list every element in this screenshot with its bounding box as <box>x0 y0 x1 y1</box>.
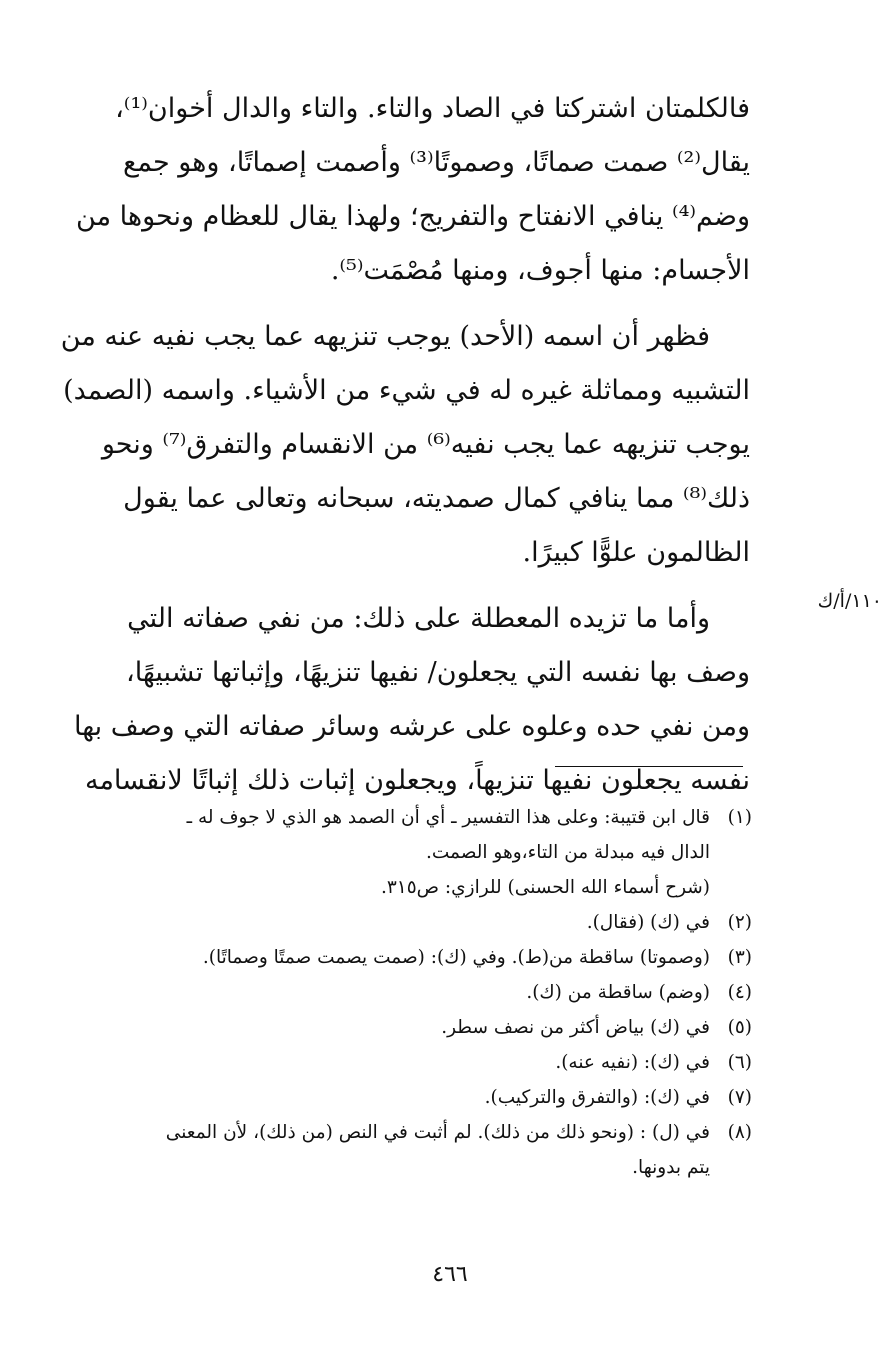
footnote-text <box>72 940 710 975</box>
text-line: الأجسام: منها أجوف، ومنها مُصْمَت⁽⁵⁾. <box>330 255 750 286</box>
text-line: وأما ما تزيده المعطلة على ذلك: من نفي صفاته التي <box>127 603 710 634</box>
footnote-text <box>72 1080 710 1115</box>
footnote-text <box>72 905 710 940</box>
footnote-line: الدال فيه مبدلة من التاء،وهو الصمت. <box>425 842 710 863</box>
footnote-4 <box>72 975 752 1010</box>
footnote-line: في (ك): (نفيه عنه). <box>555 1052 710 1073</box>
footnote-1 <box>72 800 752 905</box>
footnote-number: (٨) <box>727 1122 752 1143</box>
paragraph-1 <box>72 82 750 298</box>
footnote-line: في (ك) (فقال). <box>586 912 710 933</box>
footnote-number: (٤) <box>727 982 752 1003</box>
footnote-8 <box>72 1115 752 1185</box>
footnote-text <box>72 800 710 905</box>
main-text <box>60 82 750 820</box>
footnote-line: (وصموتا) ساقطة من(ط). وفي (ك): (صمت يصمت صمتًا وصماتًا). <box>202 947 710 968</box>
manuscript-margin-note: ١١٠/أ/ك <box>817 590 882 612</box>
footnote-line: في (ل) : (ونحو ذلك من ذلك). لم أثبت في النص (من ذلك)، لأن المعنى <box>165 1122 710 1143</box>
footnote-line: في (ك): (والتفرق والتركيب). <box>484 1087 710 1108</box>
footnotes <box>72 800 752 1185</box>
footnote-text <box>72 1045 710 1080</box>
footnote-7 <box>72 1080 752 1115</box>
footnote-6 <box>72 1045 752 1080</box>
footnote-number: (٢) <box>727 912 752 933</box>
footnote-2 <box>72 905 752 940</box>
text-line: يوجب تنزيهه عما يجب نفيه⁽⁶⁾ من الانقسام والتفرق⁽⁷⁾ ونحو <box>101 429 750 460</box>
footnote-number: (٣) <box>727 947 752 968</box>
text-line: فظهر أن اسمه (الأحد) يوجب تنزيهه عما يجب نفيه عنه من <box>60 321 710 352</box>
footnote-text <box>72 975 710 1010</box>
text-line: وضم⁽⁴⁾ ينافي الانفتاح والتفريج؛ ولهذا يقال للعظام ونحوها من <box>76 201 750 232</box>
footnote-line: في (ك) بياض أكثر من نصف سطر. <box>441 1017 710 1038</box>
footnote-text <box>72 1115 710 1185</box>
text-line: التشبيه ومماثلة غيره له في شيء من الأشياء. واسمه (الصمد) <box>63 375 750 406</box>
text-line: وصف بها نفسه التي يجعلون/ نفيها تنزيهًا، وإثباتها تشبيهًا، <box>125 657 750 688</box>
text-line: الظالمون علوًّا كبيرًا. <box>522 537 750 568</box>
text-line: ومن نفي حده وعلوه على عرشه وسائر صفاته التي وصف بها <box>74 711 750 742</box>
footnote-line: قال ابن قتيبة: وعلى هذا التفسير ـ أي أن الصمد هو الذي لا جوف له ـ <box>186 807 710 828</box>
footnote-text <box>72 1010 710 1045</box>
paragraph-3 <box>72 592 750 808</box>
footnote-number: (٦) <box>727 1052 752 1073</box>
text-line: فالكلمتان اشتركتا في الصاد والتاء. والتاء والدال أخوان⁽¹⁾، <box>115 93 750 124</box>
footnote-number: (١) <box>727 807 752 828</box>
text-line: نفسه يجعلون نفيها تنزيهاً، ويجعلون إثبات ذلك إثباتًا لانقسامه <box>84 765 750 796</box>
footnote-3 <box>72 940 752 975</box>
paragraph-2 <box>60 310 750 580</box>
footnote-number: (٧) <box>727 1087 752 1108</box>
text-line: يقال⁽²⁾ صمت صماتًا، وصموتًا⁽³⁾ وأصمت إصماتًا، وهو جمع <box>122 147 750 178</box>
page-number: ٤٦٦ <box>432 1262 468 1287</box>
footnote-5 <box>72 1010 752 1045</box>
footnote-line: (شرح أسماء الله الحسنى) للرازي: ص٣١٥. <box>380 877 710 898</box>
footnote-number: (٥) <box>727 1017 752 1038</box>
footnote-line: (وضم) ساقطة من (ك). <box>526 982 710 1003</box>
footnote-separator <box>555 766 743 767</box>
footnote-line: يتم بدونها. <box>632 1157 710 1178</box>
text-line: ذلك⁽⁸⁾ مما ينافي كمال صمديته، سبحانه وتعالى عما يقول <box>123 483 750 514</box>
